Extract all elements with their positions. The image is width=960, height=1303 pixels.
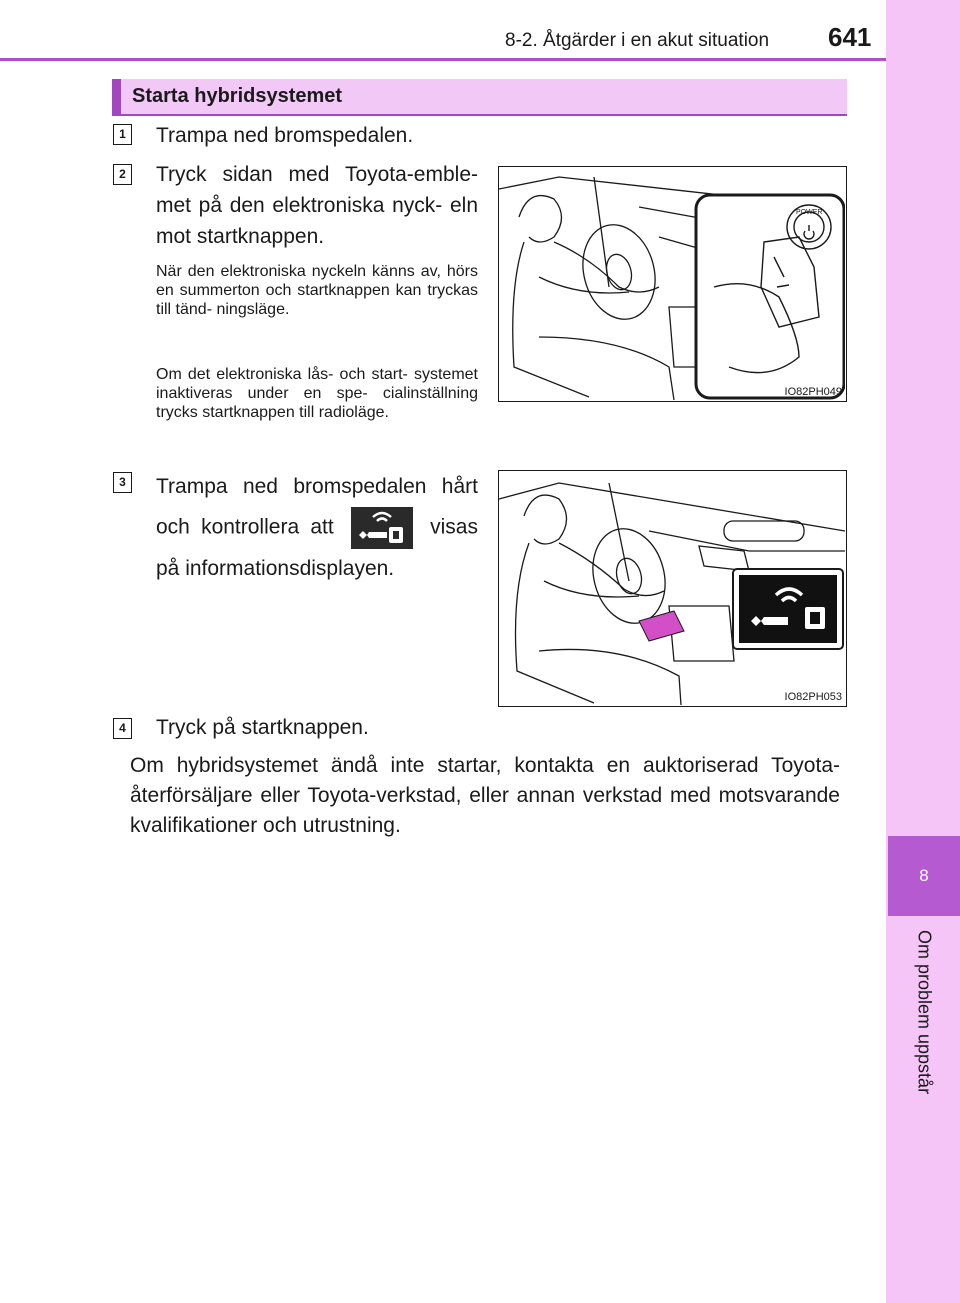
step-number-1: 1 <box>113 124 132 145</box>
step-2-note-1: När den elektroniska nyckeln känns av, hörs en summerton och startknappen kan tryckas till tänd- ningsläge. <box>156 263 478 318</box>
step-number-3: 3 <box>113 472 132 493</box>
figure-power-button <box>498 166 847 402</box>
step-number-4: 4 <box>113 718 132 739</box>
chapter-title-tab <box>888 930 960 1130</box>
step-3-text-before: Trampa ned bromspedalen hårt och kontrollera att <box>156 475 478 539</box>
power-button-label: POWER <box>796 209 823 216</box>
chapter-title: Om problem uppstår <box>914 930 935 1095</box>
section-heading-rule <box>112 114 847 116</box>
section-title: 8-2. Åtgärder i en akut situation <box>505 30 770 51</box>
key-wave-indicator-icon <box>351 507 413 549</box>
step-1-text: Trampa ned bromspedalen. <box>156 124 414 147</box>
figure-key-indicator <box>498 470 847 707</box>
step-4-text: Tryck på startknappen. <box>156 716 369 739</box>
step-3-text-after: visas på informationsdisplayen. <box>156 515 478 580</box>
figure-id: IO82PH053 <box>784 691 842 703</box>
chapter-tab[interactable] <box>888 836 960 916</box>
driver-display-illustration <box>499 471 845 705</box>
section-heading-text: Starta hybridsystemet <box>132 85 343 107</box>
header-rule <box>0 58 886 61</box>
section-heading <box>112 79 847 114</box>
closing-paragraph: Om hybridsystemet ändå inte startar, kontakta en auktoriserad Toyota-återförsäljare eller Toyota-verkstad, eller annan verkstad med motsvarande kvalifikationer och utrustning. <box>130 754 840 837</box>
figure-id: IO82PH049 <box>784 386 842 398</box>
page-number: 641 <box>828 22 872 52</box>
step-number-2: 2 <box>113 164 132 185</box>
driver-key-illustration <box>499 167 845 400</box>
step-2-note-2: Om det elektroniska lås- och start- systemet inaktiveras under en spe- cialinställning trycks startknappen till radioläge. <box>156 366 478 421</box>
step-2-text: Tryck sidan med Toyota-emble- met på den elektroniska nyck- eln mot startknappen. <box>156 163 478 248</box>
chapter-number: 8 <box>919 866 929 885</box>
step-3-text <box>156 467 478 589</box>
